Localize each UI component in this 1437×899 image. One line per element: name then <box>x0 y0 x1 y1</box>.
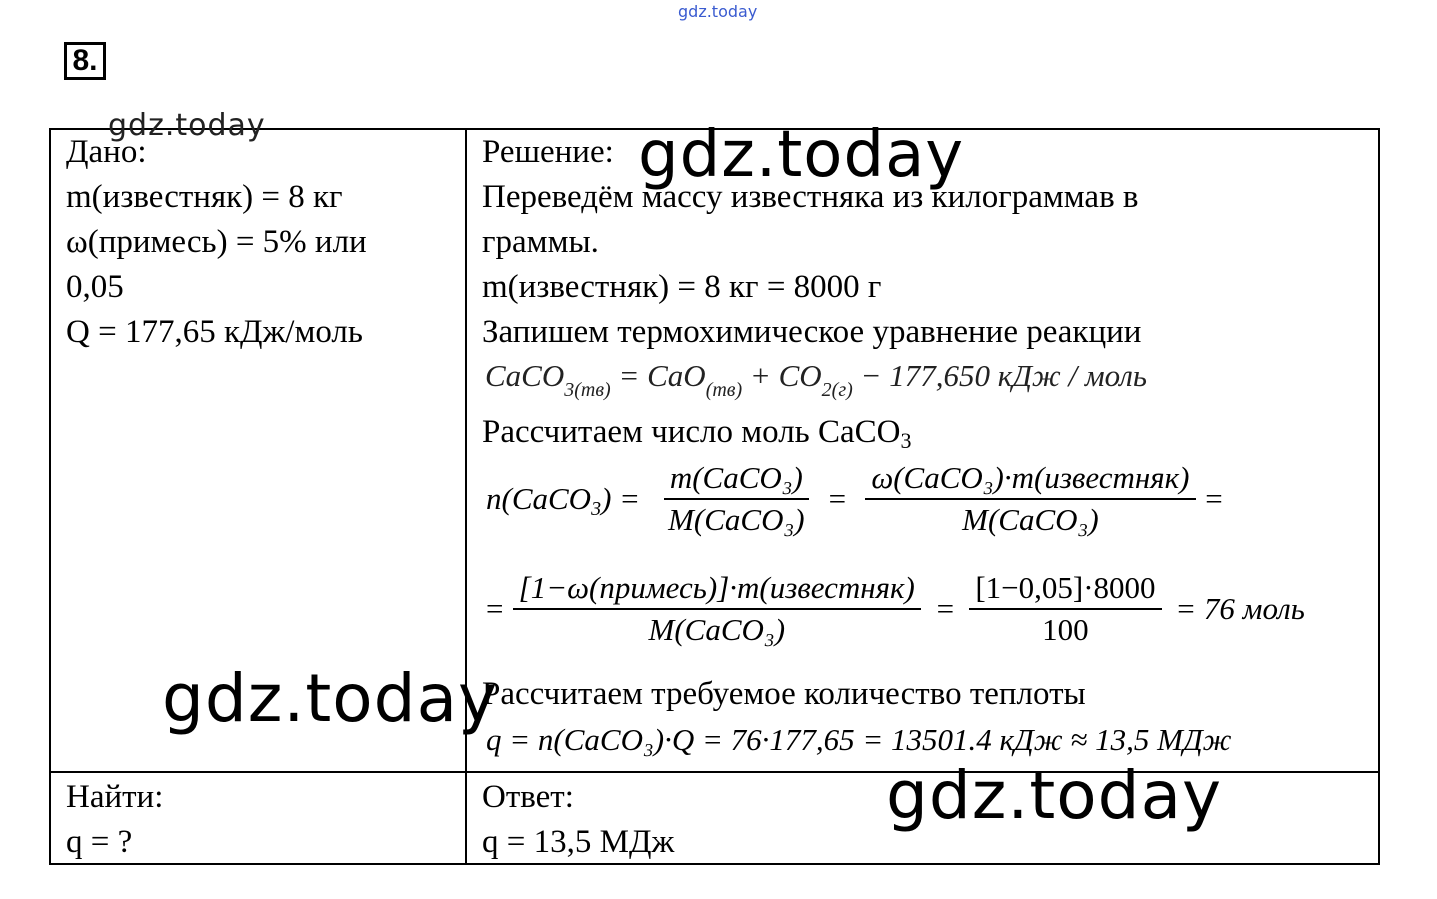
f1-fraction-2 <box>865 460 1195 538</box>
column-divider <box>465 128 467 865</box>
eq-reactant: CaCO <box>485 358 565 393</box>
eq-reactant-sub: 3(тв) <box>564 379 611 401</box>
f2-fraction-1 <box>513 570 921 648</box>
task-number: 8. <box>64 42 106 80</box>
watermark-large: gdz.today <box>638 118 965 192</box>
watermark-large: gdz.today <box>886 757 1223 834</box>
watermark-top: gdz.today <box>678 2 758 21</box>
eq-energy: − 177,650 кДж / моль <box>852 358 1148 393</box>
f1-fraction-2-den: M(CaCO₃) <box>962 502 1099 537</box>
eq-product2-sub: 2(г) <box>821 379 853 401</box>
thermochemical-equation <box>485 358 1148 401</box>
given-line: m(известняк) = 8 кг <box>66 179 343 215</box>
find-line: q = ? <box>66 824 133 860</box>
given-line: Q = 177,65 кДж/моль <box>66 314 363 350</box>
solution-line: Запишем термохимическое уравнение реакции <box>482 314 1142 350</box>
f2-fraction-2-num: [1−0,05]·8000 <box>969 570 1161 610</box>
mol-heading-text: Рассчитаем число моль CaCO <box>482 414 901 450</box>
f1-lhs: n(CaCO3) = <box>486 481 641 520</box>
given-line: 0,05 <box>66 269 124 305</box>
eq-product1: CaO <box>647 358 706 393</box>
f2-start: = <box>484 591 505 626</box>
f2-equals: = <box>934 591 956 626</box>
heat-heading: Рассчитаем требуемое количество теплоты <box>482 676 1086 712</box>
eq-plus: + <box>742 358 779 393</box>
solution-line: Переведём массу известняка из килограммав в <box>482 179 1139 215</box>
given-label: Дано: <box>66 134 147 170</box>
find-section <box>66 775 163 865</box>
f2-fraction-1-num: [1−ω(примесь)]·m(известняк) <box>513 570 921 610</box>
f1-fraction-1 <box>664 460 809 538</box>
f2-fraction-2-den: 100 <box>1042 612 1089 647</box>
f1-fraction-2-num: ω(CaCO₃)·m(известняк) <box>865 460 1195 500</box>
f2-result: = 76 моль <box>1175 591 1305 626</box>
eq-product2: CO <box>778 358 822 393</box>
given-line: ω(примесь) = 5% или <box>66 224 367 260</box>
answer-line: q = 13,5 МДж <box>482 824 675 860</box>
f1-equals: = <box>826 481 848 516</box>
heat-formula: q = n(CaCO₃)·Q = 76·177,65 = 13501.4 кДж ≈ 13,5 МДж <box>486 722 1232 757</box>
given-section <box>66 130 367 355</box>
f1-end: = <box>1203 481 1225 516</box>
solution-label: Решение: <box>482 134 614 170</box>
solution-line: m(известняк) = 8 кг = 8000 г <box>482 269 882 305</box>
mol-heading <box>482 410 911 457</box>
f2-fraction-1-den: M(CaCO₃) <box>648 612 786 647</box>
eq-equals: = <box>610 358 648 393</box>
mol-formula-2 <box>484 570 1305 648</box>
watermark-large: gdz.today <box>162 660 499 737</box>
f2-fraction-2 <box>969 570 1161 648</box>
solution-line: граммы. <box>482 224 599 260</box>
answer-section <box>482 775 674 865</box>
answer-label: Ответ: <box>482 779 574 815</box>
find-label: Найти: <box>66 779 164 815</box>
mol-formula-1 <box>486 460 1224 538</box>
mol-heading-sub: 3 <box>900 428 912 453</box>
f1-fraction-1-num: m(CaCO₃) <box>664 460 809 500</box>
eq-product1-sub: (тв) <box>705 379 743 401</box>
f1-fraction-1-den: M(CaCO₃) <box>668 502 805 537</box>
watermark-small: gdz.today <box>108 108 266 143</box>
